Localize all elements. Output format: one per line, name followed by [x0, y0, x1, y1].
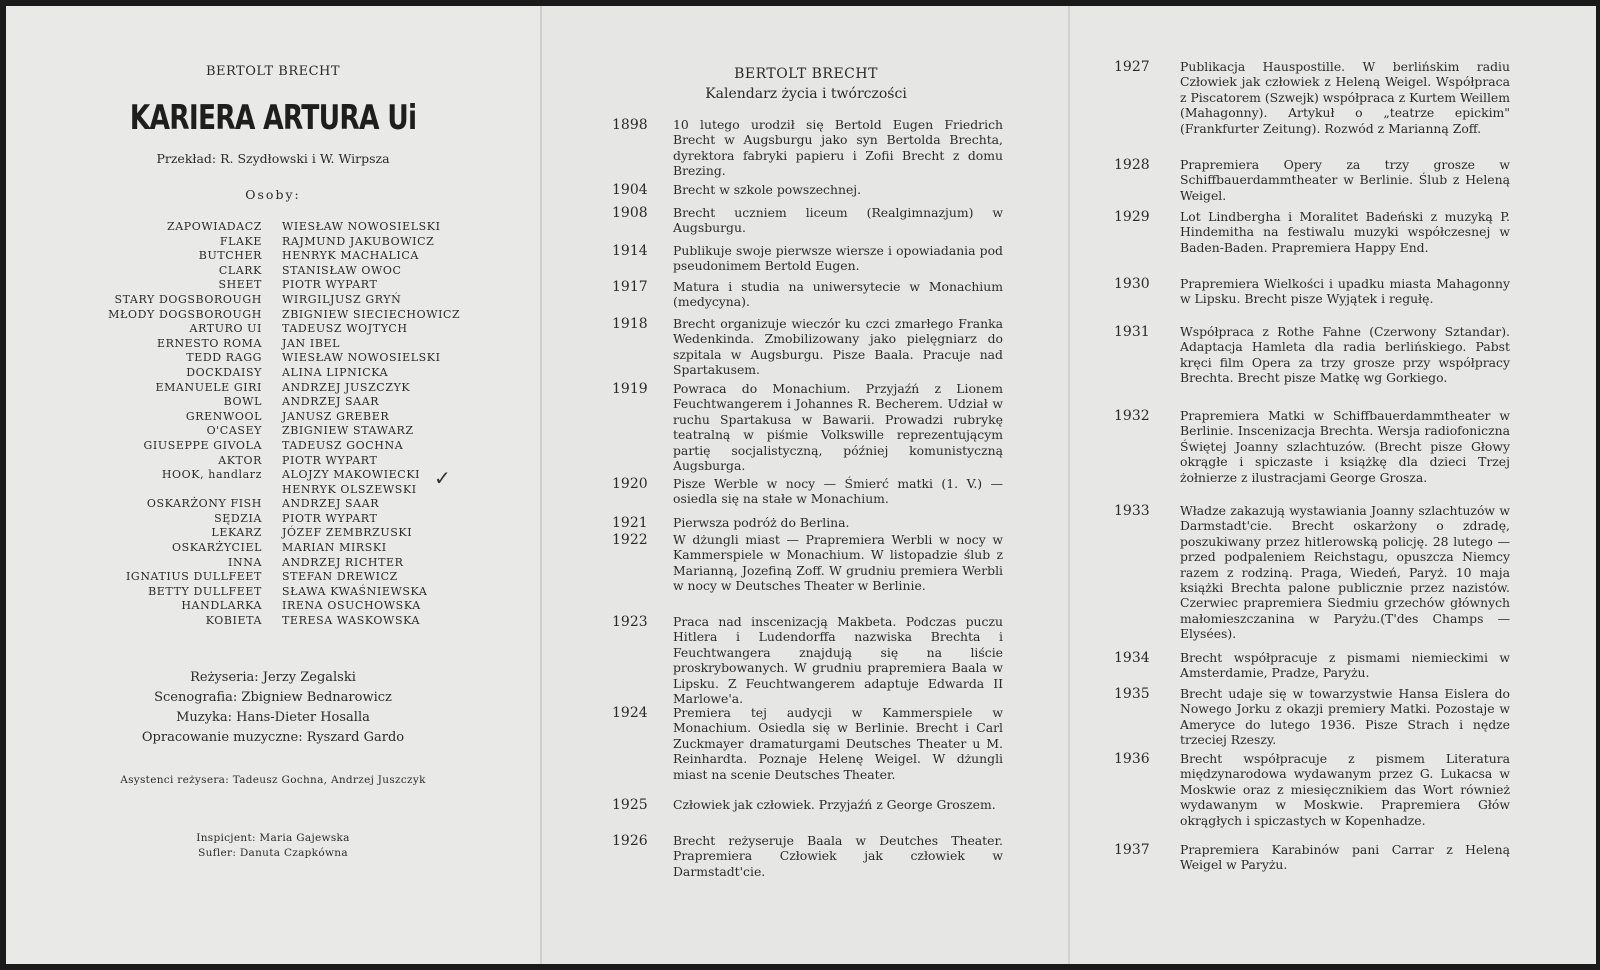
cast-row: [66, 366, 486, 381]
actor-name: JAN IBEL: [282, 336, 341, 350]
cast-row: [66, 322, 486, 337]
cast-row: [66, 599, 486, 614]
actor-name: IRENA OSUCHOWSKA: [282, 599, 421, 613]
calendar-panel-2: [1068, 6, 1596, 964]
entry-text: Prapremiera Wielkości i upadku miasta Mahagonny w Lipsku. Brecht pisze Wyjątek i regułę.: [1180, 276, 1510, 307]
entry-text: Prapremiera Karabinów pani Carrar z Heleną Weigel w Paryżu.: [1180, 842, 1510, 873]
role-name: AKTOR: [218, 453, 262, 467]
entry-text: Brecht współpracuje z pismem Literatura międzynarodowa wydawanym przez G. Lukacsa w Moskwie oraz z miesięcznikiem das Wort również wydawanym w Moskwie. Prapremiera Głów okrągłych i spiczastych w Kopenhadze.: [1180, 751, 1510, 828]
actor-name: ALINA LIPNICKA: [282, 365, 389, 379]
entry-year: 1937: [1114, 842, 1150, 858]
role-name: LEKARZ: [211, 526, 262, 540]
entry-year: 1921: [612, 515, 648, 531]
entry-text: Lot Lindbergha i Moralitet Badeński z muzyką P. Hindemitha na festiwalu muzyki współczesnej w Baden-Baden. Prapremiera Happy End.: [1180, 209, 1510, 255]
checkmark: ✓: [434, 466, 451, 490]
entry-year: 1936: [1114, 751, 1150, 767]
cast-row: [66, 483, 486, 498]
actor-name: STANISŁAW OWOC: [282, 263, 402, 277]
cast-row: [66, 468, 486, 483]
role-name: SHEET: [218, 278, 262, 292]
entry-year: 1931: [1114, 324, 1150, 340]
role-name: HOOK, handlarz: [161, 468, 262, 482]
role-name: HANDLARKA: [181, 599, 262, 613]
role-name: MŁODY DOGSBOROUGH: [108, 307, 262, 321]
actor-name: PIOTR WYPART: [282, 278, 378, 292]
cast-row: [66, 614, 486, 629]
role-name: TEDD RAGG: [186, 351, 262, 365]
entry-text: Brecht reżyseruje Baala w Deutches Theater. Prapremiera Człowiek jak człowiek w Darmstadt'cie.: [673, 833, 1003, 879]
entry-text: Brecht organizuje wieczór ku czci zmarłego Franka Wedenkinda. Zmobilizowany jako pielęgniarz do szpitala w Augsburgu. Pisze Baala. Pracuje nad Spartakusem.: [673, 316, 1003, 378]
cast-list: [66, 220, 486, 629]
cast-row: [66, 512, 486, 527]
entry-year: 1918: [612, 316, 648, 332]
role-name: OSKARŻONY FISH: [146, 497, 262, 511]
entry-text: Powraca do Monachium. Przyjaźń z Lionem Feuchtwangerem i Johannes R. Becherem. Udział w ruchu Spartakusa w Bawarii. Prowadzi rubrykę teatralną w piśmie Volkswille reprezentującym partię socjalistyczną, później komunistyczną Augsburga.: [673, 381, 1003, 474]
play-title: KARIERA ARTURA Ui: [129, 98, 417, 138]
entry-year: 1919: [612, 381, 648, 397]
entry-year: 1926: [612, 833, 648, 849]
cast-row: [66, 439, 486, 454]
cast-row: [66, 351, 486, 366]
cast-row: [66, 454, 486, 469]
entry-year: 1908: [612, 205, 648, 221]
entry-year: 1927: [1114, 59, 1150, 75]
actor-name: HENRYK MACHALICA: [282, 249, 419, 263]
role-name: GRENWOOL: [185, 409, 262, 423]
role-name: BOWL: [223, 395, 262, 409]
author-name: BERTOLT BRECHT: [205, 64, 341, 79]
actor-name: ALOJZY MAKOWIECKI: [282, 468, 421, 482]
music-arrangement-credit: Opracowanie muzyczne: Ryszard Gardo: [141, 730, 405, 745]
cast-row: [66, 220, 486, 235]
entry-year: 1920: [612, 476, 648, 492]
entry-year: 1934: [1114, 650, 1150, 666]
cast-row: [66, 497, 486, 512]
persons-header: Osoby:: [245, 187, 301, 202]
actor-name: WIRGILJUSZ GRYŃ: [282, 292, 402, 306]
entry-text: Pisze Werble w nocy — Śmierć matki (1. V.) — osiedla się na stałe w Monachium.: [673, 476, 1003, 507]
prompter-credit: Sufler: Danuta Czapkówna: [198, 847, 348, 859]
entry-year: 1922: [612, 532, 648, 548]
actor-name: JANUSZ GREBER: [282, 409, 390, 423]
entry-year: 1929: [1114, 209, 1150, 225]
translation-credit: Przekład: R. Szydłowski i W. Wirpsza: [156, 151, 390, 166]
actor-name: ANDRZEJ JUSZCZYK: [282, 380, 411, 394]
cast-row: [66, 570, 486, 585]
entry-text: Prapremiera Matki w Schiffbauerdammtheater w Berlinie. Inscenizacja Brechta. Wersja radiofoniczna Świętej Joanny szlachtuzów. (Brecht pisze Głowy okrągłe i spiczaste i książkę dla dzieci Trzej żołnierze z ilustracjami George Grosza.: [1180, 408, 1510, 485]
programme-sheet: [6, 6, 1594, 964]
director-credit: Reżyseria: Jerzy Zegalski: [190, 670, 356, 685]
role-name: FLAKE: [219, 234, 262, 248]
role-name: STARY DOGSBOROUGH: [114, 292, 262, 306]
cast-row: [66, 308, 486, 323]
entry-year: 1898: [612, 117, 648, 133]
role-name: ARTURO UI: [189, 322, 262, 336]
cast-row: [66, 337, 486, 352]
entry-year: 1925: [612, 797, 648, 813]
entry-year: 1914: [612, 243, 648, 259]
entry-text: Prapremiera Opery za trzy grosze w Schiffbauerdammtheater w Berlinie. Ślub z Heleną Weigel.: [1180, 157, 1510, 203]
cast-row: [66, 249, 486, 264]
entry-text: Człowiek jak człowiek. Przyjaźń z George Groszem.: [673, 797, 996, 812]
entry-text: Brecht współpracuje z pismami niemieckimi w Amsterdamie, Pradze, Paryżu.: [1180, 650, 1510, 681]
cast-row: [66, 395, 486, 410]
entry-year: 1933: [1114, 503, 1150, 519]
role-name: CLARK: [218, 263, 262, 277]
actor-name: WIESŁAW NOWOSIELSKI: [282, 220, 441, 233]
cast-row: [66, 381, 486, 396]
entry-text: Brecht w szkole powszechnej.: [673, 182, 862, 197]
music-credit: Muzyka: Hans-Dieter Hosalla: [176, 710, 370, 725]
cast-row: [66, 235, 486, 250]
stage-manager-credit: Inspicjent: Maria Gajewska: [196, 832, 350, 844]
actor-name: PIOTR WYPART: [282, 511, 378, 525]
entry-year: 1935: [1114, 686, 1150, 702]
entry-text: Współpraca z Rothe Fahne (Czerwony Sztandar). Adaptacja Hamleta dla radia berlińskiego. Pabst kręci film Opera za trzy grosze przy współpracy Brechta. Brecht pisze Matkę wg Gorkiego.: [1180, 324, 1510, 386]
entry-text: W dżungli miast — Prapremiera Werbli w nocy w Kammerspiele w Monachium. W listopadzie ślub z Marianną, Jozefiną Zoff. W grudniu premiera Werbli w nocy w Deutsches Theater w Berlinie.: [673, 532, 1003, 594]
entry-text: Publikacja Hauspostille. W berlińskim radiu Człowiek jak człowiek z Heleną Weigel. Współpraca z Piscatorem (Szwejk) współpraca z Kurtem Weillem (Mahagonny). Artykuł o „teatrze epickim" (Frankfurter Zeitung). Rozwód z Marianną Zoff.: [1180, 59, 1511, 136]
calendar-author: BERTOLT BRECHT: [734, 66, 878, 82]
entry-text: 10 lutego urodził się Bertold Eugen Friedrich Brecht w Augsburgu jako syn Bertolda Brechta, dyrektora fabryki papieru i Zofii Brecht z domu Brezing.: [673, 117, 1003, 179]
cast-row: [66, 278, 486, 293]
role-name: GIUSEPPE GIVOLA: [143, 438, 262, 452]
entry-text: Brecht uczniem liceum (Realgimnazjum) w Augsburgu.: [673, 205, 1003, 236]
cast-row: [66, 541, 486, 556]
actor-name: HENRYK OLSZEWSKI: [282, 482, 417, 496]
actor-name: TADEUSZ WOJTYCH: [282, 322, 408, 336]
role-name: EMANUELE GIRI: [155, 380, 262, 394]
entry-year: 1923: [612, 614, 648, 630]
cast-row: [66, 585, 486, 600]
cast-panel: [6, 6, 540, 964]
role-name: IGNATIUS DULLFEET: [125, 570, 262, 584]
role-name: BETTY DULLFEET: [148, 584, 262, 598]
actor-name: JÓZEF ZEMBRZUSKI: [282, 526, 413, 540]
entry-text: Brecht udaje się w towarzystwie Hansa Eislera do Nowego Jorku z okazji premiery Matki. Pozostaje w Ameryce do lutego 1936. Pisze Strach i nędze trzeciej Rzeszy.: [1180, 686, 1510, 748]
actor-name: ZBIGNIEW SIECIECHOWICZ: [282, 307, 461, 321]
cast-row: [66, 410, 486, 425]
actor-name: ANDRZEJ SAAR: [282, 497, 380, 511]
entry-year: 1924: [612, 705, 648, 721]
entry-text: Premiera tej audycji w Kammerspiele w Monachium. Osiedla się w Berlinie. Brecht i Carl Zuckmayer dramaturgami Deutsches Theater u M. Reinhardta. Poznaje Helenę Weigel. W dżungli miast na scenie Deutsches Theater.: [673, 705, 1003, 782]
cast-row: [66, 293, 486, 308]
role-name: OSKARŻYCIEL: [172, 541, 262, 555]
calendar-panel-1: [540, 6, 1070, 964]
cast-row: [66, 424, 486, 439]
scenography-credit: Scenografia: Zbigniew Bednarowicz: [154, 690, 392, 705]
cast-row: [66, 526, 486, 541]
role-name: BUTCHER: [198, 249, 262, 263]
entry-year: 1917: [612, 279, 648, 295]
actor-name: WIESŁAW NOWOSIELSKI: [282, 351, 441, 365]
entry-year: 1904: [612, 182, 648, 198]
entry-year: 1930: [1114, 276, 1150, 292]
actor-name: ANDRZEJ SAAR: [282, 395, 380, 409]
entry-year: 1932: [1114, 408, 1150, 424]
actor-name: TERESA WASKOWSKA: [282, 614, 420, 628]
actor-name: PIOTR WYPART: [282, 453, 378, 467]
role-name: KOBIETA: [205, 614, 262, 628]
role-name: DOCKDAISY: [186, 365, 262, 379]
role-name: ERNESTO ROMA: [156, 336, 262, 350]
actor-name: TADEUSZ GOCHNA: [282, 438, 404, 452]
entry-text: Publikuje swoje pierwsze wiersze i opowiadania pod pseudonimem Bertold Eugen.: [673, 243, 1003, 274]
actor-name: RAJMUND JAKUBOWICZ: [282, 234, 435, 248]
role-name: ZAPOWIADACZ: [166, 220, 262, 233]
actor-name: SŁAWA KWAŚNIEWSKA: [282, 584, 428, 598]
entry-year: 1928: [1114, 157, 1150, 173]
entry-text: Praca nad inscenizacją Makbeta. Podczas puczu Hitlera i Ludendorffa nazwiska Brechta i Feuchtwangera znajdują się na liście proskrybowanych. W grudniu prapremiera Baala w Lipsku. Z Feuchtwangerem adaptuje Edwarda II Marlowe'a.: [673, 614, 1003, 707]
role-name: SĘDZIA: [214, 511, 262, 525]
actor-name: ANDRZEJ RICHTER: [282, 555, 404, 569]
role-name: O'CASEY: [206, 424, 262, 438]
calendar-subtitle: Kalendarz życia i twórczości: [705, 86, 907, 102]
role-name: INNA: [228, 555, 262, 569]
entry-text: Władze zakazują wystawiania Joanny szlachtuzów w Darmstadt'cie. Brecht oskarżony o zdradę, poszukiwany przez hitlerowską policję. 28 lutego — przed podpaleniem Reichstagu, opuszcza Niemcy razem z rodziną. Praga, Wiedeń, Paryż. 10 maja książki Brechta palone publicznie przez nazistów. Czerwiec prapremiera Siedmiu grzechów głównych małomieszczanina w Paryżu.(T'des Champs — Elysées).: [1180, 503, 1510, 642]
actor-name: STEFAN DREWICZ: [282, 570, 398, 584]
assistants-credit: Asystenci reżysera: Tadeusz Gochna, Andrzej Juszczyk: [120, 774, 426, 786]
cast-row: [66, 556, 486, 571]
entry-text: Matura i studia na uniwersytecie w Monachium (medycyna).: [673, 279, 1003, 310]
actor-name: MARIAN MIRSKI: [282, 541, 387, 555]
actor-name: ZBIGNIEW STAWARZ: [282, 424, 414, 438]
cast-row: [66, 264, 486, 279]
entry-text: Pierwsza podróż do Berlina.: [673, 515, 850, 530]
